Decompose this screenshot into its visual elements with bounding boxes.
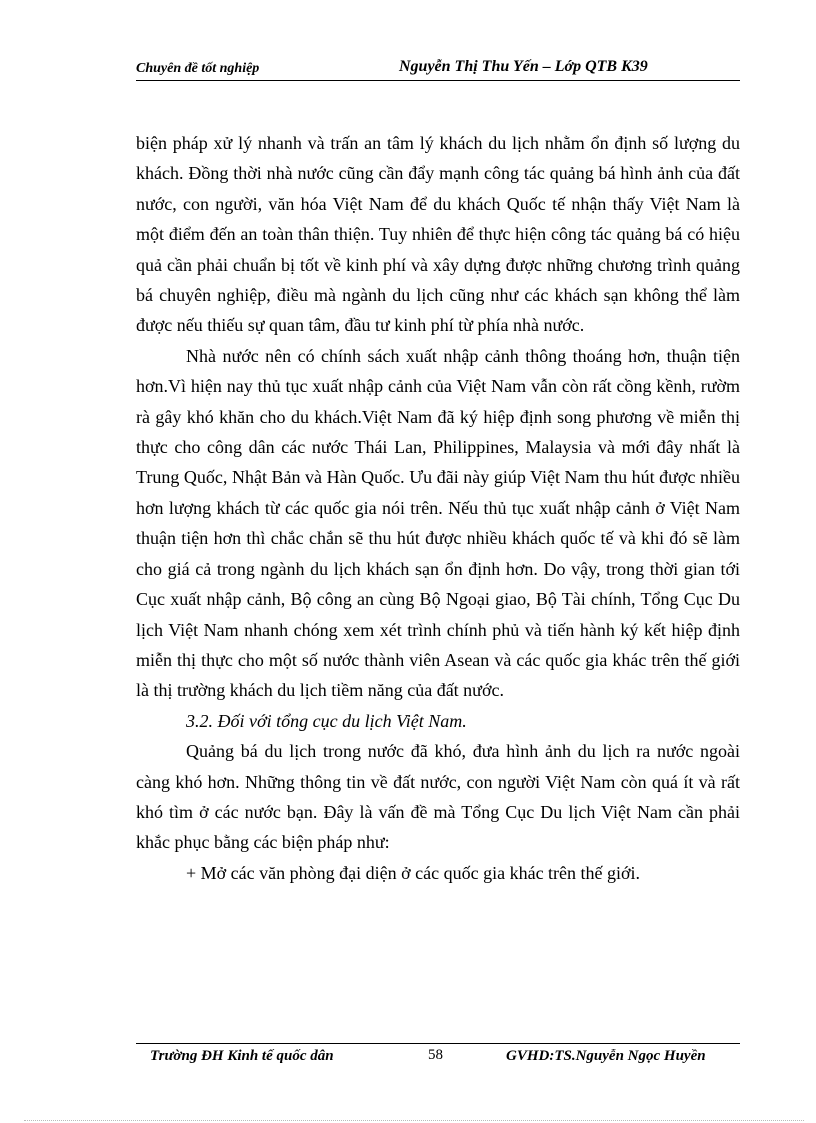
page-number: 58 [428,1047,443,1063]
document-body [136,128,740,888]
header-left-title: Chuyên đề tốt nghiệp [136,61,260,76]
paragraph: Nhà nước nên có chính sách xuất nhập cảnh thông thoáng hơn, thuận tiện hơn.Vì hiện nay thủ tục xuất nhập cảnh của Việt Nam vẫn còn rất cồng kềnh, rườm rà gây khó khăn cho du khách.Việt Nam đã ký hiệp định song phương về miễn thị thực cho công dân các nước Thái Lan, Philippines, Malaysia và mới đây nhất là Trung Quốc, Nhật Bản và Hàn Quốc. Ưu đãi này giúp Việt Nam thu hút được nhiều hơn lượng khách từ các quốc gia nói trên. Nếu thủ tục xuất nhập cảnh ở Việt Nam thuận tiện hơn thì chắc chắn sẽ thu hút được nhiều khách quốc tế và khi đó sẽ làm cho giá cả trong ngành du lịch khách sạn ổn định hơn. Do vậy, trong thời gian tới Cục xuất nhập cảnh, Bộ công an cùng Bộ Ngoại giao, Bộ Tài chính, Tổng Cục Du lịch Việt Nam nhanh chóng xem xét trình chính phủ và tiến hành ký kết hiệp định miễn thị thực cho một số nước thành viên Asean và các quốc gia khác trên thế giới là thị trường khách du lịch tiềm năng của đất nước. [136,345,740,701]
section-heading: 3.2. Đối với tổng cục du lịch Việt Nam. [186,710,467,731]
page-footer [136,1043,740,1070]
page-edge-divider [24,1120,804,1121]
footer-university: Trường ĐH Kinh tế quốc dân [150,1048,334,1064]
paragraph: Quảng bá du lịch trong nước đã khó, đưa hình ảnh du lịch ra nước ngoài càng khó hơn. Những thông tin về đất nước, con người Việt Nam còn quá ít và rất khó tìm ở các nước bạn. Đây là vấn đề mà Tổng Cục Du lịch Việt Nam cần phải khắc phục bằng các biện pháp như: [136,741,740,853]
list-item: + Mở các văn phòng đại diện ở các quốc gia khác trên thế giới. [186,862,641,883]
paragraph: biện pháp xử lý nhanh và trấn an tâm lý khách du lịch nhằm ổn định số lượng du khách. Đồng thời nhà nước cũng cần đẩy mạnh công tác quảng bá hình ảnh của đất nước, con người, văn hóa Việt Nam để du khách Quốc tế nhận thấy Việt Nam là một điểm đến an toàn thân thiện. Tuy nhiên để thực hiện công tác quảng bá có hiệu quả cần phải chuẩn bị tốt về kinh phí và xây dựng được những chương trình quảng bá chuyên nghiệp, điều mà ngành du lịch cũng như các khách sạn không thể làm được nếu thiếu sự quan tâm, đầu tư kinh phí từ phía nhà nước. [136,133,740,336]
page-header [136,58,740,81]
header-author: Nguyễn Thị Thu Yến – Lớp QTB K39 [399,58,648,75]
footer-supervisor: GVHD:TS.Nguyễn Ngọc Huyền [506,1048,706,1064]
